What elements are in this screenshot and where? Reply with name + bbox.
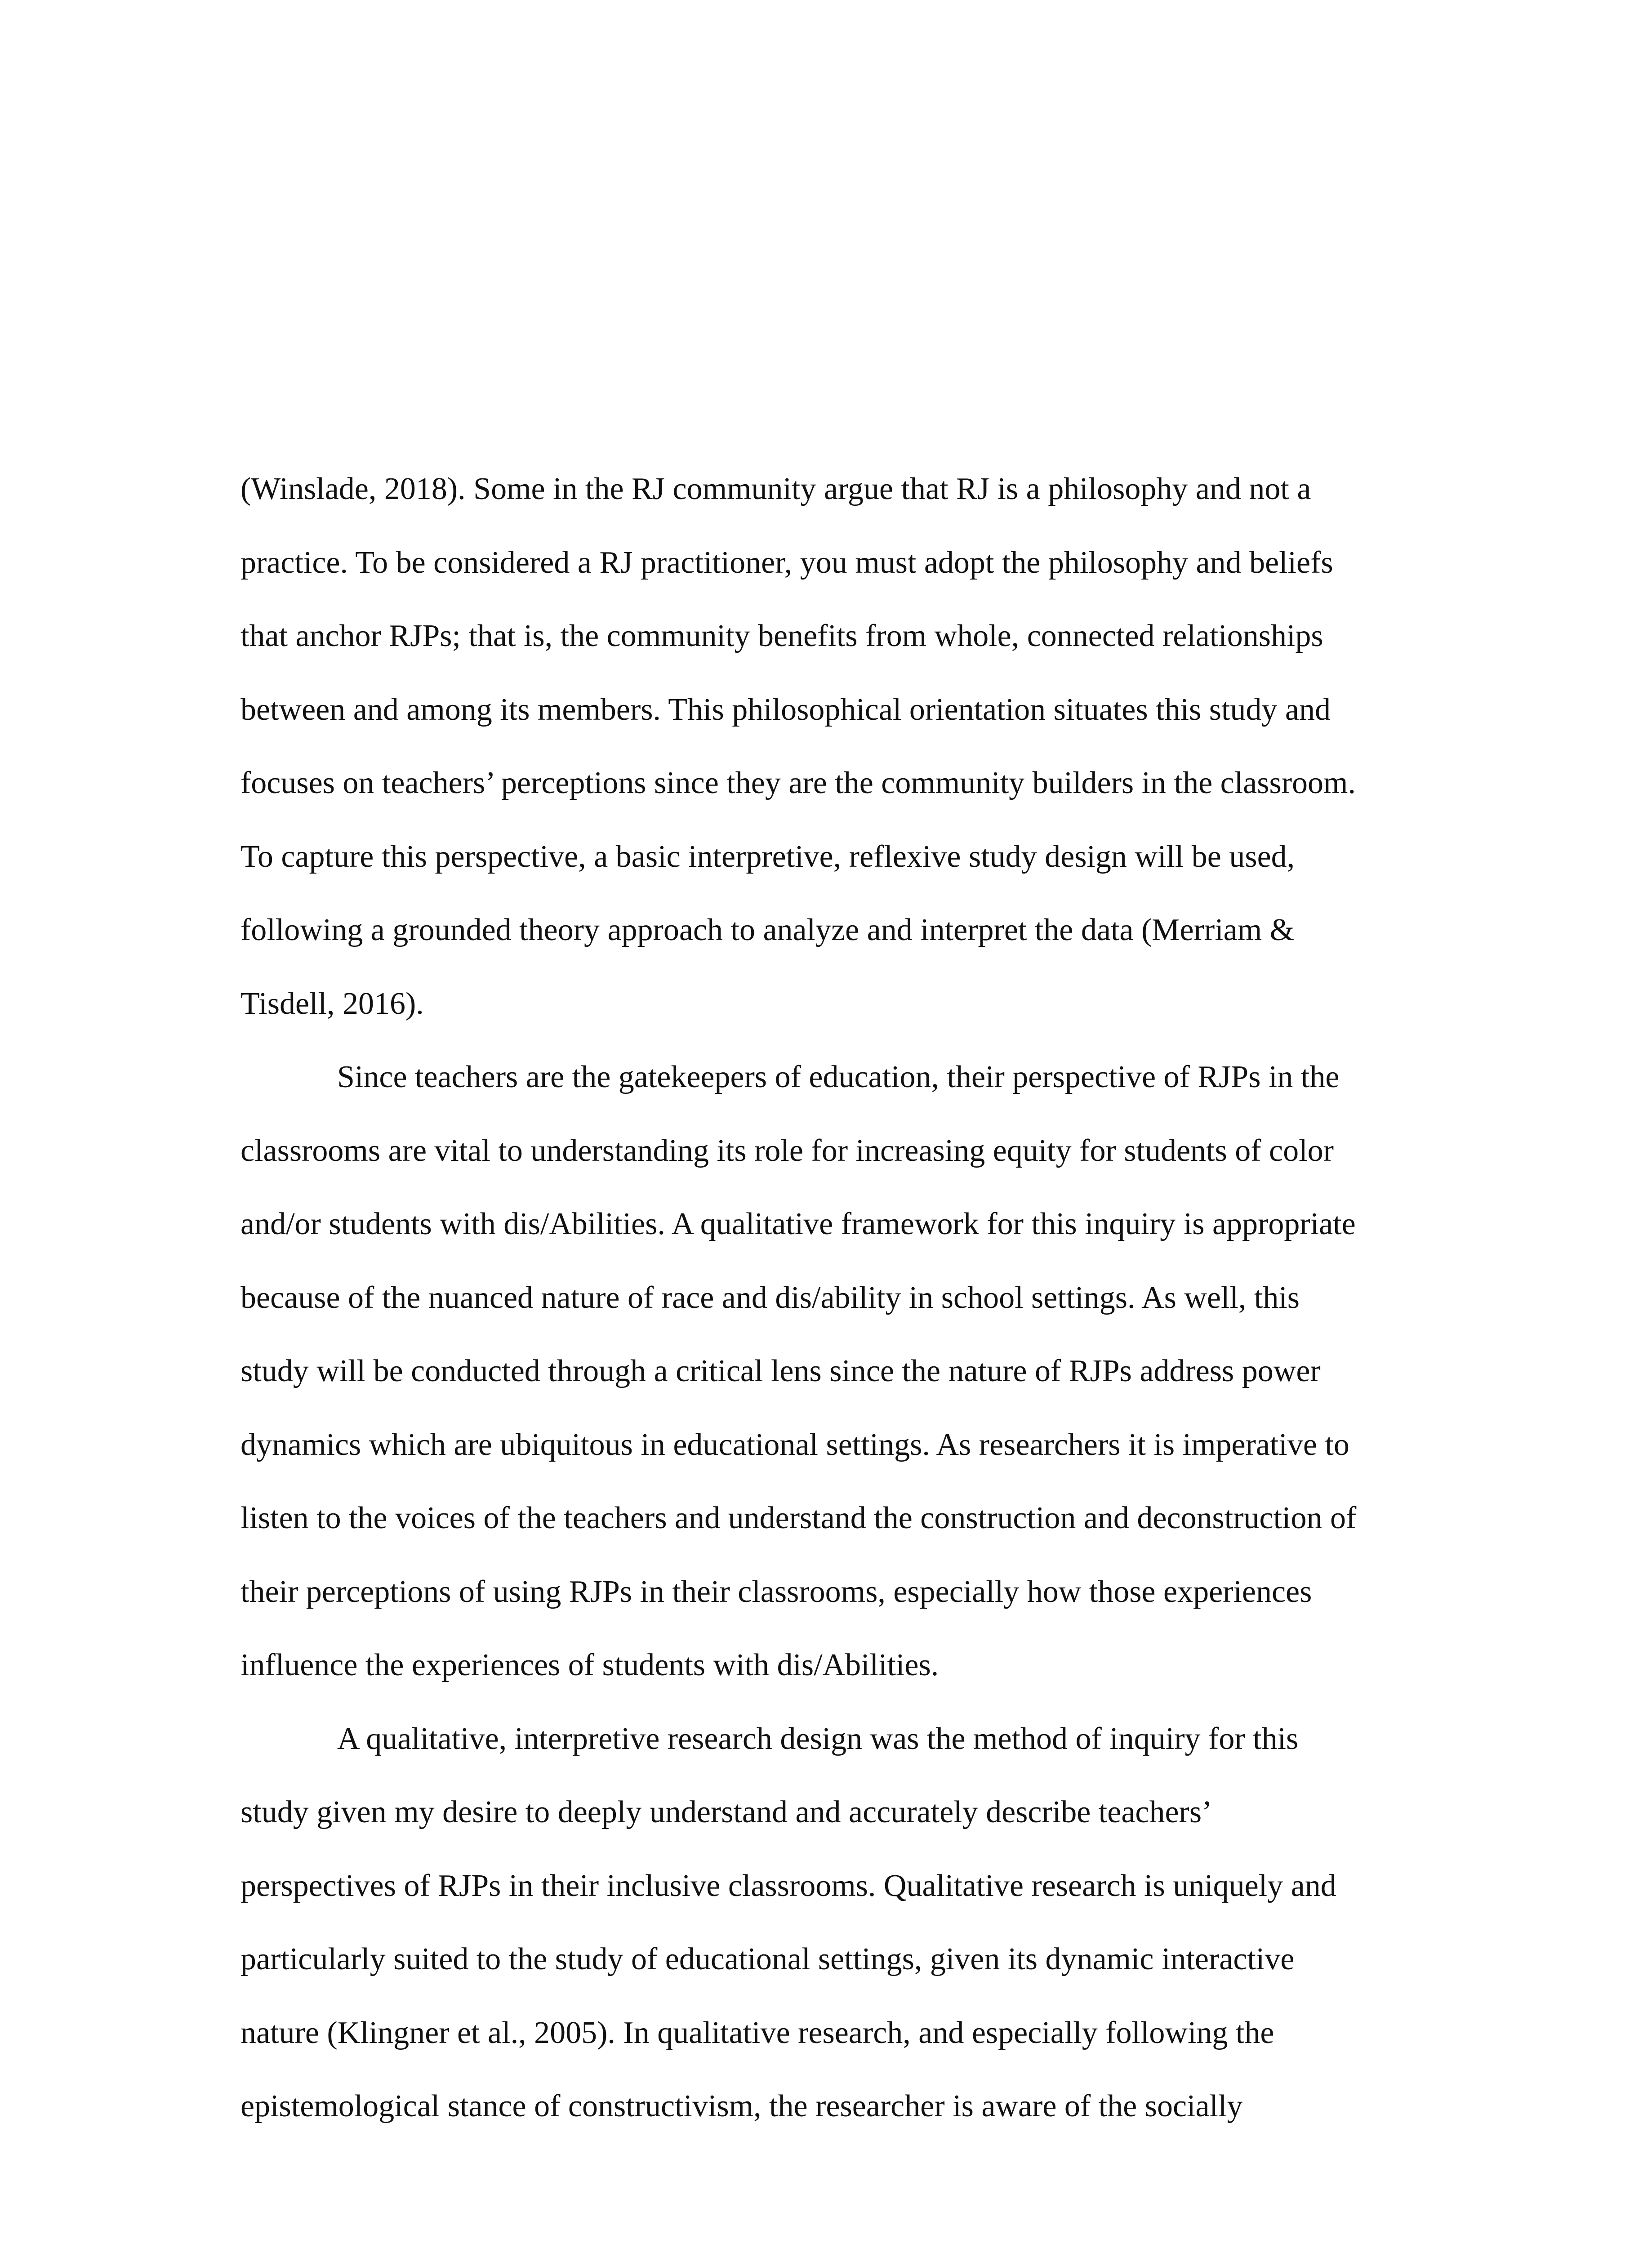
text-line: between and among its members. This philosophical orientation situates this study and xyxy=(240,692,1331,727)
text-line: dynamics which are ubiquitous in educational settings. As researchers it is imperative to xyxy=(240,1427,1349,1462)
text-line: because of the nuanced nature of race and dis/ability in school settings. As well, this xyxy=(240,1280,1300,1315)
text-line: classrooms are vital to understanding its role for increasing equity for students of color xyxy=(240,1133,1334,1168)
text-line: perspectives of RJPs in their inclusive classrooms. Qualitative research is uniquely and xyxy=(240,1868,1336,1903)
text-line: and/or students with dis/Abilities. A qualitative framework for this inquiry is appropriate xyxy=(240,1207,1356,1241)
text-line: Tisdell, 2016). xyxy=(240,986,424,1021)
text-line: nature (Klingner et al., 2005). In qualitative research, and especially following the xyxy=(240,2015,1274,2050)
text-line: their perceptions of using RJPs in their classrooms, especially how those experiences xyxy=(240,1574,1312,1609)
text-line-indented: Since teachers are the gatekeepers of education, their perspective of RJPs in the xyxy=(337,1060,1340,1094)
text-line: following a grounded theory approach to analyze and interpret the data (Merriam & xyxy=(240,913,1295,947)
text-line: epistemological stance of constructivism, the researcher is aware of the socially xyxy=(240,2089,1243,2123)
text-line: (Winslade, 2018). Some in the RJ community argue that RJ is a philosophy and not a xyxy=(240,472,1311,506)
text-line: listen to the voices of the teachers and understand the construction and deconstruction of xyxy=(240,1501,1357,1535)
text-line-indented: A qualitative, interpretive research design was the method of inquiry for this xyxy=(337,1721,1299,1756)
text-line: that anchor RJPs; that is, the community benefits from whole, connected relationships xyxy=(240,619,1323,653)
text-line: focuses on teachers’ perceptions since they are the community builders in the classroom. xyxy=(240,766,1356,800)
text-line: study given my desire to deeply understand and accurately describe teachers’ xyxy=(240,1795,1212,1829)
text-line: To capture this perspective, a basic interpretive, reflexive study design will be used, xyxy=(240,839,1295,874)
text-line: practice. To be considered a RJ practitioner, you must adopt the philosophy and beliefs xyxy=(240,545,1333,580)
text-line: particularly suited to the study of educational settings, given its dynamic interactive xyxy=(240,1942,1295,1976)
paragraph-3 xyxy=(240,1702,1391,2143)
body-text xyxy=(240,452,1391,2143)
text-line: influence the experiences of students with dis/Abilities. xyxy=(240,1648,939,1682)
paragraph-2 xyxy=(240,1040,1391,1702)
paragraph-1 xyxy=(240,452,1391,1040)
text-line: study will be conducted through a critical lens since the nature of RJPs address power xyxy=(240,1354,1321,1388)
